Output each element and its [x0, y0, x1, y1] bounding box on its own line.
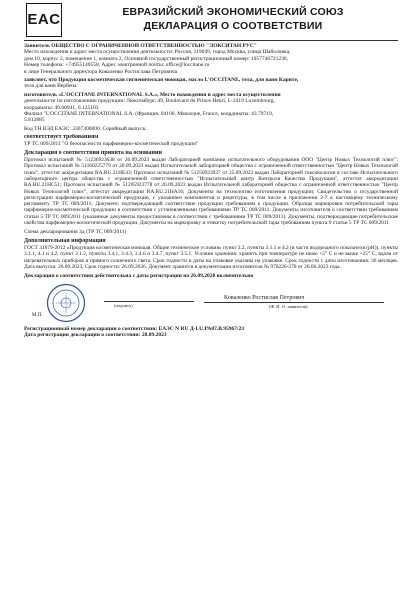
company-seal-icon	[46, 283, 86, 323]
declaration-title: ДЕКЛАРАЦИЯ О СООТВЕТСТВИИ	[143, 20, 323, 32]
stamp-place: М.П.	[32, 312, 43, 318]
registration-block	[24, 326, 398, 339]
applicant-name: Заявитель ОБЩЕСТВО С ОГРАНИЧЕННОЙ ОТВЕТСТВЕННОСТЬЮ "ЛОКСИТАН РУС"	[24, 43, 257, 49]
additional-info-heading: Дополнительная информация	[24, 237, 106, 244]
basis-heading: Декларация о соответствии принята на основании	[24, 149, 162, 156]
manufacturer-coordinates: координаты: 49.60941, 6.125103	[24, 104, 99, 111]
applicant-address: Место нахождения и адрес места осуществления деятельности: Россия, 119049, город Москва, улица Шаболовка,	[24, 49, 291, 56]
tnved-code: Код ТН ВЭД ЕАЭС: 3307300000. Серийный выпуск.	[24, 125, 147, 132]
signature-caption: (подпись)	[114, 302, 133, 308]
manufacturer-name: изготовитель «L'OCCITANE INTERNATIONAL S.A.», Место нахождения и адрес места осуществления	[24, 91, 281, 98]
product-description: заявляет, что Продукция косметическая гигиеническая моющая, масло L'OCCITANE, тела, для ванн Карите,	[24, 77, 299, 84]
applicant-representative: в лице Генерального директора Коваленко Ростислава Петровича	[24, 68, 178, 75]
signatory-name: Коваленко Ростислав Петрович	[224, 294, 305, 301]
signature-row	[24, 283, 398, 323]
manufacturer-block	[24, 92, 398, 124]
registration-number-label: Регистрационный номер декларации о соответствии:	[24, 325, 158, 332]
signatory-name-caption: (Ф. И. О. заявителя)	[269, 303, 308, 309]
registration-date-label: Дата регистрации декларации о соответствии:	[24, 331, 141, 338]
applicant-block	[24, 43, 398, 75]
eac-logo: EAC	[26, 3, 62, 37]
basis-text: Протокол испытаний № 51236923638 от 26.09.2023 выдан Лабораторией компании испытательного оборудования ООО "Центр Новых Технологий плюс"; Протокол испытаний № 51160225779 от 20.09.2023 выдан Испытательной лабораторией общества с ограниченной ответственностью "Центр Новых Технологий плюс", аттестат аккредитации RA.RU.21НЕ43; Протокол испытаний № 51250923937 от 25.09.2023 выдан Лабораторией токсикологии в составе Испытательного лабораторного центра общества с ограниченной ответственностью "Испытательный центр Контроля Качества Продукции", аттестат аккредитации RA.RU.21НС51; Протокол испытаний № 51205923778 от 20.09.2023 выдан Испытательной лабораторией общества с ограниченной ответственностью "Центр Новых Технологий плюс", аттестат аккредитации RA.RU.21НА16; Документы на технологию изготовления продукции; Свидетельство о государственной регистрации парфюмерно-косметической продукции, с указанием компонентов и рецептуры, в том числе в приложении 2-7 к настоящему техническому регламенту ТР ТС 009/2011; Документ, подтверждающий соответствие продукции требованиям к продукции. Образцы маркировки потребительской тары парфюмерно-косметической продукции в соответствии с установленными требованиями ТР ТС 009/2011. Документы изготовителя о соответствии требованиям статьи 5 ТР ТС 009/2011 (указанные документы предоставлены в соответствии с требованиями ТР ТС 009/2011). Документы, подтверждающие потребительские свойства парфюмерно-косметической продукции. Документы на маркировку и этикетку потребительской тары требованиям пункта 9 статьи 5 ТР ТС 009/2011	[24, 157, 398, 227]
union-title: ЕВРАЗИЙСКИЙ ЭКОНОМИЧЕСКИЙ СОЮЗ	[122, 6, 344, 18]
product-description-cont: тела для ванн Вербена	[24, 83, 77, 90]
product-block	[24, 77, 398, 90]
manufacturer-branch-cont: 5.813885	[24, 117, 45, 124]
registration-number-value: ЕАЭС N RU Д-LU.PA07.В.95967/23	[158, 325, 245, 332]
validity: Декларация о соответствии действительна с даты регистрации по 26.09.2028 включительно	[24, 273, 254, 280]
signature-line	[104, 301, 194, 302]
title-block	[68, 5, 398, 33]
signatory-name-line	[204, 302, 384, 303]
scheme: Схема декларирования 3д (ТР ТС 009/2011)	[24, 229, 127, 236]
registration-date-value: 28.09.2023	[141, 331, 167, 338]
applicant-address-cont: дом 10, корпус 2, помещение 1, комната 2, Основной государственный регистрационный номер: 1057746721230,	[24, 55, 288, 62]
manufacturer-branch: Филиал "L'OCCITANE INTERNATIONAL S.A. (Франция, 04100, Manosque, France, координаты: 43.79719,	[24, 111, 274, 118]
header	[24, 0, 398, 40]
technical-regulation: ТР ТС 009/2011 "О безопасности парфюмерно-косметической продукции"	[24, 141, 199, 148]
registration-date-row	[24, 332, 398, 338]
applicant-contacts: Номер телефона: +74955140558, Адрес электронной почты: office@loccitane.ru	[24, 62, 210, 69]
additional-info-text: ГОСТ 31679-2012 «Продукция косметическая моющая. Общие технические условия» пункт 3.2, пункты 3.1.1 и 4.2 (в части водородного показателя (pH)), пункты 3.1.1, 4.1 и 4.2, пункт 3.1.2, пункты 3.4.1, 3.4.3, 3.4.6 и 3.4.7, пункт 3.5.1. Условия хранения: хранить при температуре не ниже +5° С и не выше +25° С, вдали от нагревательных приборов и прямого солнечного света. Срок годности и даты на упаковке указаны на упаковке. Срок годности с даты изготовления: 36 месяцев. Дата выпуска: 26.09.2023, Срок годности: 26.09.2026. Документ хранится в документации изготовителя № 978226-270 от 26.06.2023 года.	[24, 244, 398, 270]
conformity-heading: соответствует требованиям	[24, 134, 99, 141]
manufacturer-address: деятельности по изготовлению продукции: Люксембург, 49, Boulevard du Prince Henri, L-2419 Luxembourg,	[24, 98, 275, 105]
